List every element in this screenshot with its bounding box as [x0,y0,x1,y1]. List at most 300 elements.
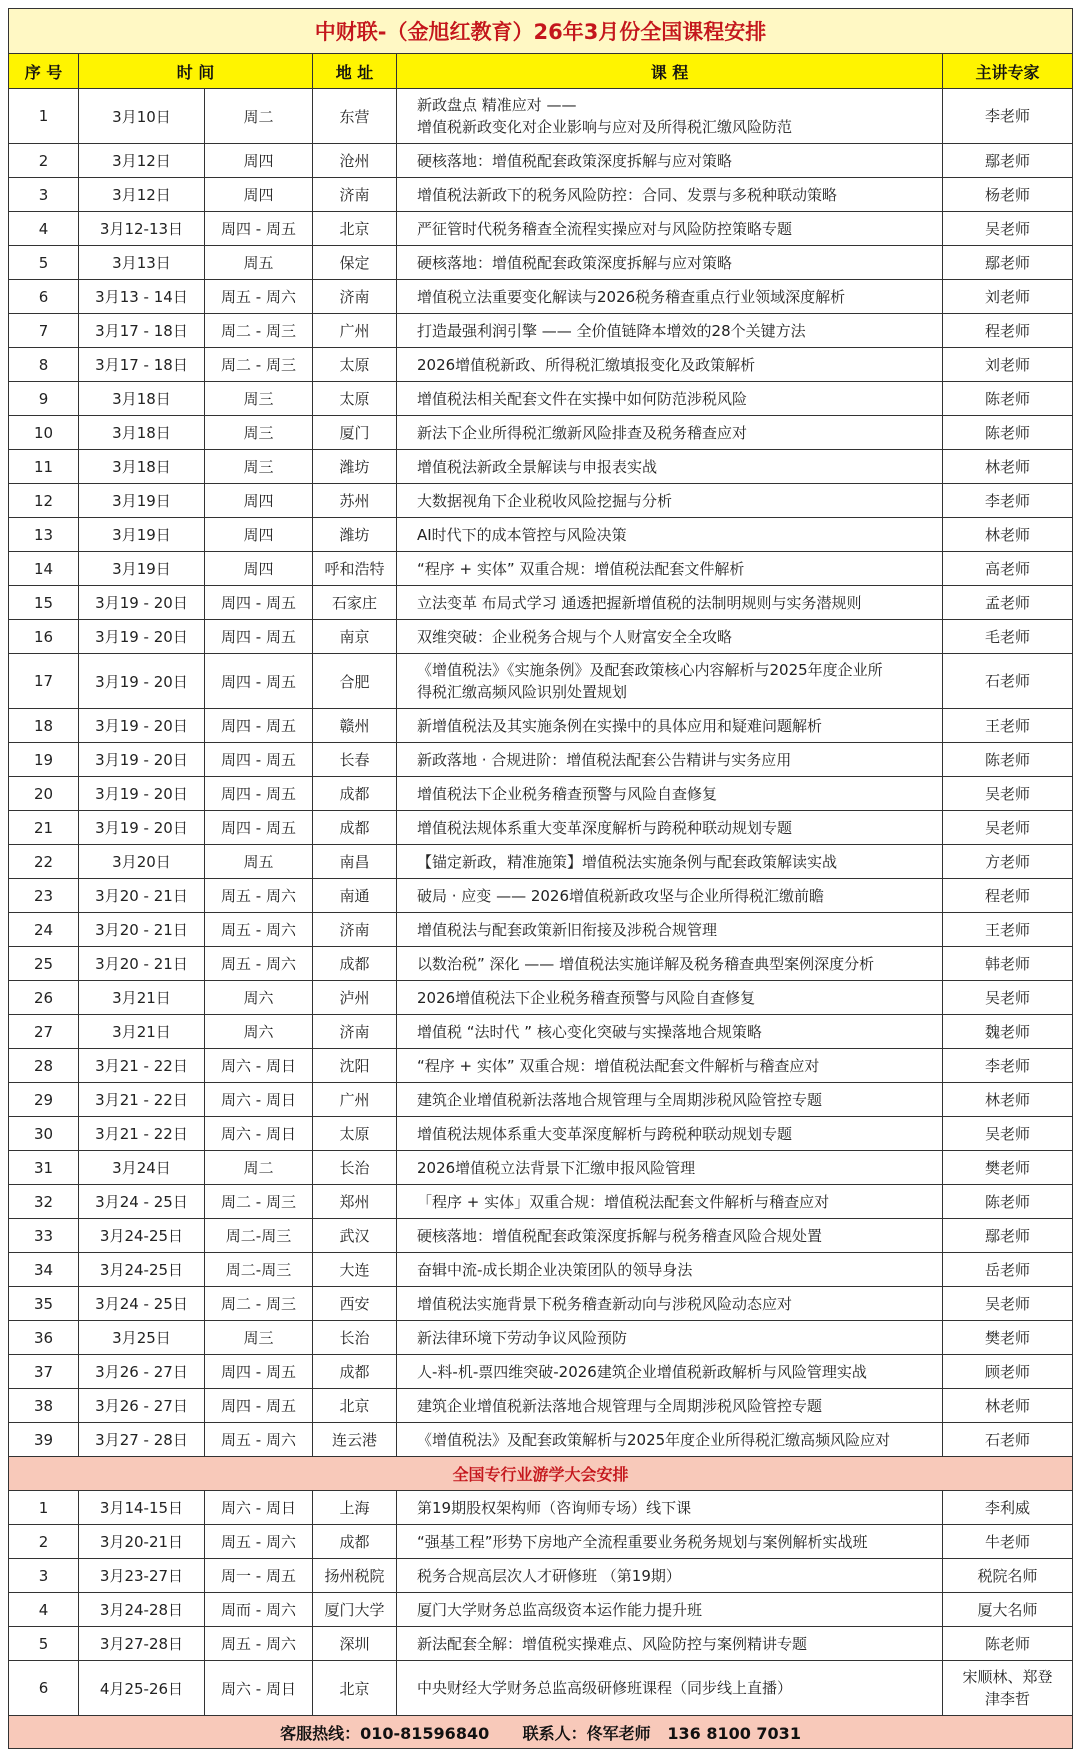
event-row [9,1661,1073,1716]
row-weekday: 周六 - 周日 [205,1661,313,1716]
row-expert: 石老师 [943,1423,1073,1457]
row-course: 2026增值税新政、所得税汇缴填报变化及政策解析 [397,348,943,382]
row-weekday: 周三 [205,450,313,484]
row-number: 1 [9,89,79,144]
event-row [9,1627,1073,1661]
row-course: 增值税立法重要变化解读与2026税务稽查重点行业领域深度解析 [397,280,943,314]
row-city: 苏州 [313,484,397,518]
row-expert: 毛老师 [943,620,1073,654]
row-expert: 孟老师 [943,586,1073,620]
row-city: 北京 [313,1389,397,1423]
row-date: 3月21日 [79,981,205,1015]
row-date: 3月24-28日 [79,1593,205,1627]
row-expert: 陈老师 [943,416,1073,450]
course-row [9,178,1073,212]
row-date: 3月19 - 20日 [79,743,205,777]
row-course: 增值税法相关配套文件在实操中如何防范涉税风险 [397,382,943,416]
row-date: 3月19日 [79,518,205,552]
row-weekday: 周四 - 周五 [205,1389,313,1423]
course-row [9,709,1073,743]
row-course: 增值税法实施背景下税务稽查新动向与涉税风险动态应对 [397,1287,943,1321]
row-city: 赣州 [313,709,397,743]
row-number: 18 [9,709,79,743]
row-course: 奋辑中流-成长期企业决策团队的领导身法 [397,1253,943,1287]
row-city: 沈阳 [313,1049,397,1083]
row-number: 14 [9,552,79,586]
row-date: 3月23-27日 [79,1559,205,1593]
course-row [9,586,1073,620]
row-city: 呼和浩特 [313,552,397,586]
row-course: 新法律环境下劳动争议风险预防 [397,1321,943,1355]
row-date: 3月19 - 20日 [79,709,205,743]
course-row [9,89,1073,144]
row-number: 4 [9,1593,79,1627]
row-weekday: 周二-周三 [205,1219,313,1253]
course-row [9,947,1073,981]
row-number: 4 [9,212,79,246]
row-expert: 李老师 [943,1049,1073,1083]
row-weekday: 周四 - 周五 [205,654,313,709]
row-city: 石家庄 [313,586,397,620]
course-row [9,1219,1073,1253]
row-number: 29 [9,1083,79,1117]
row-weekday: 周四 - 周五 [205,743,313,777]
row-number: 36 [9,1321,79,1355]
row-city: 太原 [313,1117,397,1151]
row-expert: 吴老师 [943,1287,1073,1321]
course-row [9,314,1073,348]
row-expert: 鄢老师 [943,144,1073,178]
row-course: 新法配套全解：增值税实操难点、风险防控与案例精讲专题 [397,1627,943,1661]
row-expert: 王老师 [943,709,1073,743]
row-number: 5 [9,1627,79,1661]
row-course: “程序 + 实体” 双重合规：增值税法配套文件解析 [397,552,943,586]
row-city: 武汉 [313,1219,397,1253]
row-weekday: 周五 - 周六 [205,947,313,981]
row-weekday: 周六 - 周日 [205,1049,313,1083]
row-number: 27 [9,1015,79,1049]
row-date: 4月25-26日 [79,1661,205,1716]
row-date: 3月24-25日 [79,1219,205,1253]
course-row [9,879,1073,913]
row-course: 厦门大学财务总监高级资本运作能力提升班 [397,1593,943,1627]
row-city: 长治 [313,1321,397,1355]
row-city: 连云港 [313,1423,397,1457]
row-date: 3月13日 [79,246,205,280]
row-expert: 王老师 [943,913,1073,947]
row-number: 30 [9,1117,79,1151]
row-course: 增值税法规体系重大变革深度解析与跨税种联动规划专题 [397,811,943,845]
row-city: 南京 [313,620,397,654]
row-number: 21 [9,811,79,845]
event-row [9,1525,1073,1559]
row-date: 3月25日 [79,1321,205,1355]
row-city: 扬州税院 [313,1559,397,1593]
row-number: 17 [9,654,79,709]
event-row [9,1491,1073,1525]
row-number: 34 [9,1253,79,1287]
row-city: 太原 [313,382,397,416]
course-row [9,484,1073,518]
row-course: AI时代下的成本管控与风险决策 [397,518,943,552]
row-expert: 吴老师 [943,1117,1073,1151]
course-row [9,1423,1073,1457]
header-time: 时 间 [79,54,313,89]
row-city: 东营 [313,89,397,144]
course-row [9,1151,1073,1185]
row-date: 3月10日 [79,89,205,144]
header-row [9,54,1073,89]
row-date: 3月27-28日 [79,1627,205,1661]
row-city: 济南 [313,1015,397,1049]
course-row [9,777,1073,811]
row-weekday: 周五 - 周六 [205,879,313,913]
row-city: 成都 [313,947,397,981]
row-number: 31 [9,1151,79,1185]
course-row [9,1185,1073,1219]
row-weekday: 周二 - 周三 [205,1185,313,1219]
row-date: 3月26 - 27日 [79,1389,205,1423]
course-row [9,246,1073,280]
course-row [9,416,1073,450]
row-weekday: 周五 - 周六 [205,1525,313,1559]
row-date: 3月19 - 20日 [79,620,205,654]
row-number: 6 [9,280,79,314]
row-course: “程序 + 实体” 双重合规：增值税法配套文件解析与稽查应对 [397,1049,943,1083]
row-number: 3 [9,1559,79,1593]
row-number: 16 [9,620,79,654]
row-expert: 陈老师 [943,382,1073,416]
row-number: 38 [9,1389,79,1423]
row-course: 人-料-机-票四维突破-2026建筑企业增值税新政解析与风险管理实战 [397,1355,943,1389]
footer-row [9,1716,1073,1749]
row-expert: 韩老师 [943,947,1073,981]
row-number: 23 [9,879,79,913]
row-number: 5 [9,246,79,280]
row-weekday: 周二 - 周三 [205,314,313,348]
row-date: 3月21 - 22日 [79,1117,205,1151]
row-date: 3月18日 [79,450,205,484]
row-weekday: 周五 - 周六 [205,280,313,314]
row-date: 3月20-21日 [79,1525,205,1559]
row-city: 济南 [313,913,397,947]
row-date: 3月14-15日 [79,1491,205,1525]
row-weekday: 周五 - 周六 [205,913,313,947]
row-expert: 石老师 [943,654,1073,709]
row-date: 3月12日 [79,178,205,212]
row-course: 打造最强利润引擎 —— 全价值链降本增效的28个关键方法 [397,314,943,348]
row-course: 增值税法规体系重大变革深度解析与跨税种联动规划专题 [397,1117,943,1151]
row-city: 大连 [313,1253,397,1287]
row-date: 3月26 - 27日 [79,1355,205,1389]
course-row [9,620,1073,654]
course-row [9,845,1073,879]
row-expert: 岳老师 [943,1253,1073,1287]
row-expert: 吴老师 [943,777,1073,811]
row-expert: 方老师 [943,845,1073,879]
row-weekday: 周六 - 周日 [205,1491,313,1525]
course-row [9,1287,1073,1321]
row-weekday: 周二 [205,1151,313,1185]
course-row [9,1321,1073,1355]
row-number: 28 [9,1049,79,1083]
row-expert: 杨老师 [943,178,1073,212]
row-course: 增值税法新政全景解读与申报表实战 [397,450,943,484]
row-expert: 李老师 [943,89,1073,144]
row-expert: 刘老师 [943,280,1073,314]
row-city: 合肥 [313,654,397,709]
row-city: 上海 [313,1491,397,1525]
course-row [9,382,1073,416]
row-number: 11 [9,450,79,484]
row-date: 3月24 - 25日 [79,1185,205,1219]
row-expert: 宋顺林、郑登 津李哲 [943,1661,1073,1716]
row-date: 3月27 - 28日 [79,1423,205,1457]
row-weekday: 周四 [205,552,313,586]
row-number: 1 [9,1491,79,1525]
row-expert: 厦大名师 [943,1593,1073,1627]
row-date: 3月21日 [79,1015,205,1049]
course-row [9,1083,1073,1117]
row-expert: 林老师 [943,450,1073,484]
row-city: 成都 [313,1525,397,1559]
row-course: 大数据视角下企业税收风险挖掘与分析 [397,484,943,518]
row-date: 3月18日 [79,416,205,450]
header-course: 课 程 [397,54,943,89]
row-course: 2026增值税法下企业税务稽查预警与风险自查修复 [397,981,943,1015]
event-row [9,1593,1073,1627]
course-row [9,280,1073,314]
row-date: 3月21 - 22日 [79,1083,205,1117]
row-expert: 程老师 [943,879,1073,913]
course-row [9,1355,1073,1389]
row-date: 3月12-13日 [79,212,205,246]
row-city: 厦门 [313,416,397,450]
row-weekday: 周五 - 周六 [205,1627,313,1661]
row-city: 成都 [313,811,397,845]
row-weekday: 周六 - 周日 [205,1117,313,1151]
row-course: 新增值税法及其实施条例在实操中的具体应用和疑难问题解析 [397,709,943,743]
row-course: 新法下企业所得税汇缴新风险排查及税务稽查应对 [397,416,943,450]
course-row [9,654,1073,709]
row-city: 南通 [313,879,397,913]
row-number: 13 [9,518,79,552]
row-weekday: 周一 - 周五 [205,1559,313,1593]
row-weekday: 周四 - 周五 [205,212,313,246]
row-course: 严征管时代税务稽查全流程实操应对与风险防控策略专题 [397,212,943,246]
row-course: 立法变革 布局式学习 通透把握新增值税的法制明规则与实务潜规则 [397,586,943,620]
course-row [9,1049,1073,1083]
row-number: 12 [9,484,79,518]
row-number: 8 [9,348,79,382]
row-course: 增值税 “法时代 ” 核心变化突破与实操落地合规策略 [397,1015,943,1049]
row-city: 成都 [313,1355,397,1389]
row-expert: 顾老师 [943,1355,1073,1389]
row-course: 硬核落地：增值税配套政策深度拆解与应对策略 [397,246,943,280]
row-city: 深圳 [313,1627,397,1661]
course-row [9,518,1073,552]
row-course: 《增值税法》及配套政策解析与2025年度企业所得税汇缴高频风险应对 [397,1423,943,1457]
title-row [9,9,1073,54]
row-number: 32 [9,1185,79,1219]
row-weekday: 周五 [205,845,313,879]
row-city: 成都 [313,777,397,811]
row-weekday: 周三 [205,1321,313,1355]
row-number: 19 [9,743,79,777]
row-city: 济南 [313,280,397,314]
row-weekday: 周四 - 周五 [205,777,313,811]
row-course: “强基工程”形势下房地产全流程重要业务税务规划与案例解析实战班 [397,1525,943,1559]
course-row [9,348,1073,382]
row-number: 33 [9,1219,79,1253]
row-date: 3月12日 [79,144,205,178]
row-expert: 林老师 [943,518,1073,552]
row-weekday: 周二 - 周三 [205,1287,313,1321]
row-expert: 林老师 [943,1083,1073,1117]
section-title: 全国专行业游学大会安排 [9,1457,1073,1491]
row-city: 西安 [313,1287,397,1321]
row-expert: 刘老师 [943,348,1073,382]
course-row [9,144,1073,178]
course-row [9,811,1073,845]
course-row [9,1015,1073,1049]
row-course: 新政盘点 精准应对 —— 增值税新政变化对企业影响与应对及所得税汇缴风险防范 [397,89,943,144]
row-number: 22 [9,845,79,879]
row-date: 3月19 - 20日 [79,654,205,709]
row-course: 硬核落地：增值税配套政策深度拆解与应对策略 [397,144,943,178]
row-number: 35 [9,1287,79,1321]
row-expert: 林老师 [943,1389,1073,1423]
row-date: 3月13 - 14日 [79,280,205,314]
row-weekday: 周五 - 周六 [205,1423,313,1457]
row-weekday: 周四 - 周五 [205,709,313,743]
row-expert: 牛老师 [943,1525,1073,1559]
row-course: 建筑企业增值税新法落地合规管理与全周期涉税风险管控专题 [397,1389,943,1423]
row-city: 厦门大学 [313,1593,397,1627]
row-city: 潍坊 [313,518,397,552]
row-expert: 吴老师 [943,981,1073,1015]
course-row [9,1253,1073,1287]
row-expert: 魏老师 [943,1015,1073,1049]
row-date: 3月17 - 18日 [79,348,205,382]
course-row [9,1117,1073,1151]
row-weekday: 周五 [205,246,313,280]
row-date: 3月20 - 21日 [79,879,205,913]
row-course: 增值税法新政下的税务风险防控：合同、发票与多税种联动策略 [397,178,943,212]
row-course: 中央财经大学财务总监高级研修班课程（同步线上直播） [397,1661,943,1716]
row-number: 15 [9,586,79,620]
header-expert: 主讲专家 [943,54,1073,89]
row-expert: 高老师 [943,552,1073,586]
row-expert: 陈老师 [943,1627,1073,1661]
row-weekday: 周四 - 周五 [205,586,313,620]
row-city: 郑州 [313,1185,397,1219]
section-title-row [9,1457,1073,1491]
row-date: 3月20 - 21日 [79,913,205,947]
row-weekday: 周二-周三 [205,1253,313,1287]
row-expert: 樊老师 [943,1151,1073,1185]
row-number: 39 [9,1423,79,1457]
row-number: 3 [9,178,79,212]
row-city: 泸州 [313,981,397,1015]
schedule-sheet [8,8,1072,1749]
row-date: 3月20 - 21日 [79,947,205,981]
course-row [9,981,1073,1015]
row-number: 7 [9,314,79,348]
row-expert: 陈老师 [943,743,1073,777]
row-city: 保定 [313,246,397,280]
row-course: 第19期股权架构师（咨询师专场）线下课 [397,1491,943,1525]
row-course: 增值税法下企业税务稽查预警与风险自查修复 [397,777,943,811]
row-course: 双维突破：企业税务合规与个人财富安全全攻略 [397,620,943,654]
row-city: 北京 [313,212,397,246]
row-date: 3月21 - 22日 [79,1049,205,1083]
row-course: 「程序 + 实体」双重合规：增值税法配套文件解析与稽查应对 [397,1185,943,1219]
row-number: 6 [9,1661,79,1716]
row-weekday: 周四 - 周五 [205,1355,313,1389]
row-weekday: 周四 [205,144,313,178]
row-course: 硬核落地：增值税配套政策深度拆解与税务稽查风险合规处置 [397,1219,943,1253]
row-number: 2 [9,144,79,178]
row-expert: 程老师 [943,314,1073,348]
row-weekday: 周三 [205,382,313,416]
row-weekday: 周四 - 周五 [205,811,313,845]
row-course: 破局 · 应变 —— 2026增值税新政攻坚与企业所得税汇缴前瞻 [397,879,943,913]
schedule-table [8,8,1073,1749]
row-number: 9 [9,382,79,416]
row-number: 24 [9,913,79,947]
row-expert: 李利威 [943,1491,1073,1525]
row-course: 2026增值税立法背景下汇缴申报风险管理 [397,1151,943,1185]
row-course: 建筑企业增值税新法落地合规管理与全周期涉税风险管控专题 [397,1083,943,1117]
row-expert: 陈老师 [943,1185,1073,1219]
header-no: 序 号 [9,54,79,89]
row-number: 20 [9,777,79,811]
row-course: 新政落地 · 合规进阶：增值税法配套公告精讲与实务应用 [397,743,943,777]
row-city: 广州 [313,1083,397,1117]
row-number: 26 [9,981,79,1015]
course-row [9,450,1073,484]
contact-info: 客服热线：010-81596840 联系人：佟军老师 136 8100 7031 [9,1716,1073,1749]
row-weekday: 周四 [205,518,313,552]
row-expert: 樊老师 [943,1321,1073,1355]
row-number: 10 [9,416,79,450]
page-title: 中财联-（金旭红教育）26年3月份全国课程安排 [9,9,1073,54]
row-weekday: 周四 [205,484,313,518]
row-city: 济南 [313,178,397,212]
row-weekday: 周六 [205,981,313,1015]
course-row [9,212,1073,246]
event-row [9,1559,1073,1593]
row-date: 3月24 - 25日 [79,1287,205,1321]
row-weekday: 周二 - 周三 [205,348,313,382]
row-number: 25 [9,947,79,981]
row-date: 3月24日 [79,1151,205,1185]
row-course: 税务合规高层次人才研修班 （第19期） [397,1559,943,1593]
course-row [9,1389,1073,1423]
row-date: 3月19 - 20日 [79,777,205,811]
row-city: 广州 [313,314,397,348]
row-date: 3月19 - 20日 [79,586,205,620]
row-date: 3月20日 [79,845,205,879]
row-date: 3月17 - 18日 [79,314,205,348]
row-expert: 吴老师 [943,212,1073,246]
row-weekday: 周六 [205,1015,313,1049]
row-course: 以数治税” 深化 —— 增值税法实施详解及税务稽查典型案例深度分析 [397,947,943,981]
row-city: 沧州 [313,144,397,178]
row-city: 北京 [313,1661,397,1716]
row-weekday: 周三 [205,416,313,450]
